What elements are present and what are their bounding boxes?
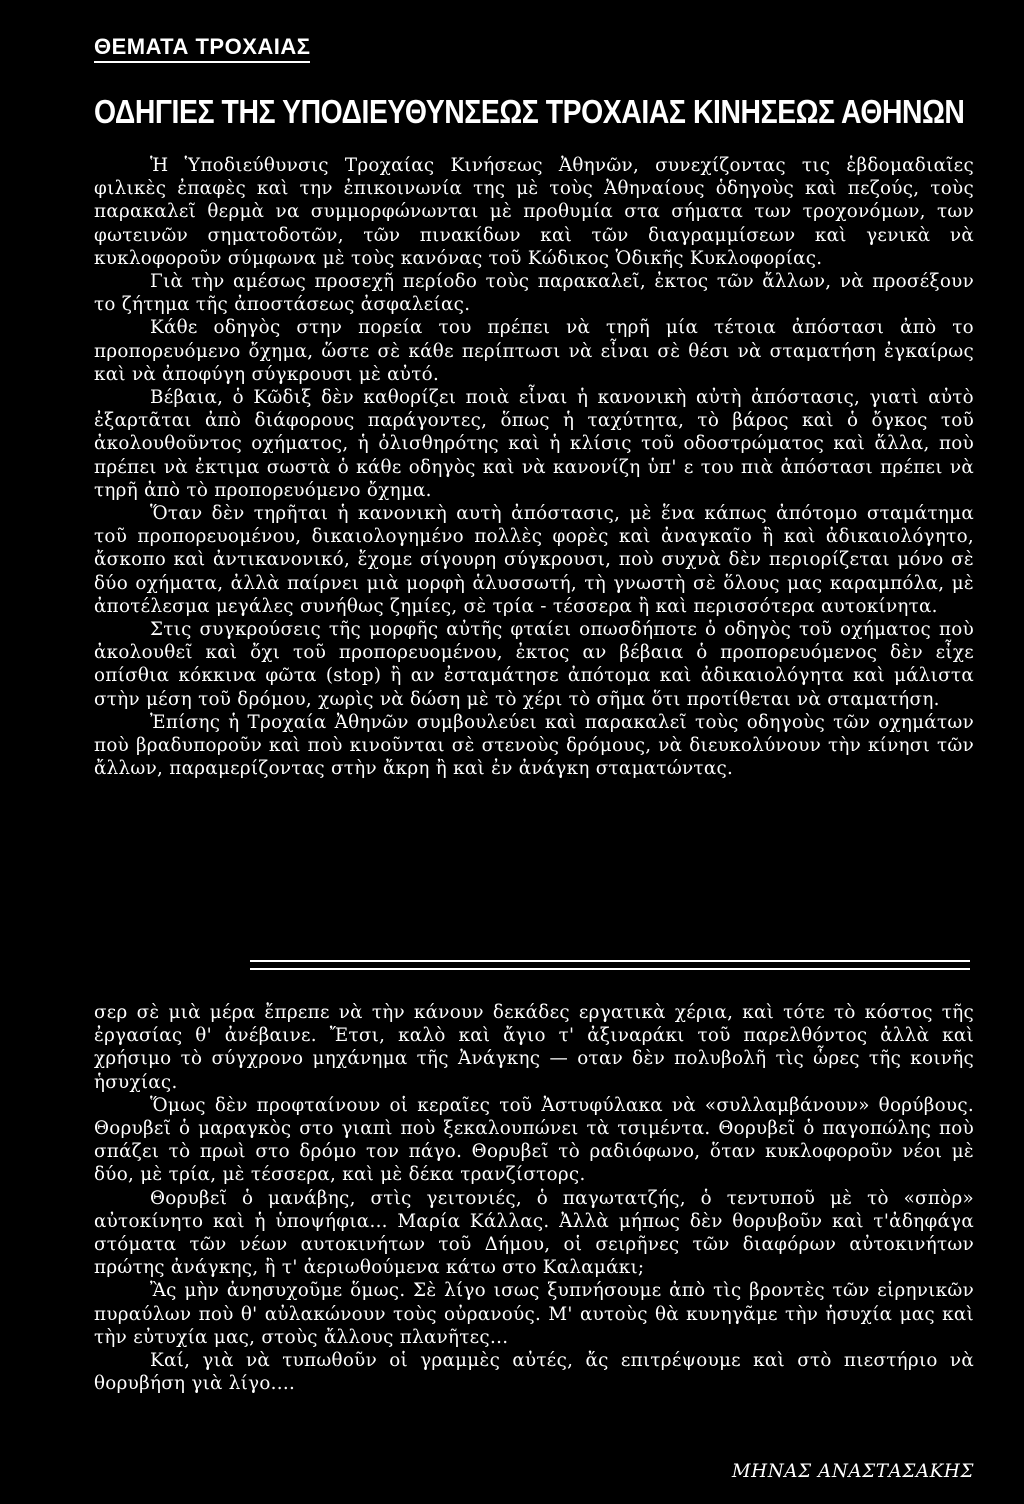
- article-headline: ΟΔΗΓΙΕΣ ΤΗΣ ΥΠΟΔΙΕΥΘΥΝΣΕΩΣ ΤΡΟΧΑΙΑΣ ΚΙΝΗΣΕΩΣ ΑΘΗΝΩΝ: [94, 93, 965, 130]
- divider-rule: [250, 960, 970, 962]
- paragraph: Ὅταν δὲν τηρῆται ἡ κανονικὴ αυτὴ ἀπόστασις, μὲ ἕνα κάπως ἀπότομο σταμάτημα τοῦ προπορευομένου, δικαιολογημένο πολλὲς φορὲς καὶ ἀναγκαῖο ἢ καὶ ἀδικαιολόγητο, ἄσκοπο καὶ ἀντικανονικό, ἔχομε σίγουρη σύγκρουσι, ποὺ συχνὰ δὲν περιορίζεται μόνο σὲ δύο οχήματα, ἀλλὰ παίρνει μιὰ μορφὴ ἁλυσσωτή, τὴ γνωστὴ σὲ ὅλους μας καραμπόλα, μὲ ἀποτέλεσμα μεγάλες συνήθως ζημίες, σὲ τρία - τέσσερα ἢ καὶ περισσότερα αυτοκίνητα.: [94, 503, 974, 617]
- paragraph: Ἡ Ὑποδιεύθυνσις Τροχαίας Κινήσεως Ἀθηνῶν, συνεχίζοντας τις ἑβδομαδιαῖες φιλικὲς ἐπαφὲς καὶ την ἐπικοινωνία της μὲ τοὺς Ἀθηναίους ὁδηγοὺς καὶ πεζούς, τοὺς παρακαλεῖ θερμὰ να συμμορφώνωνται μὲ προθυμία στα σήματα των τροχονόμων, των φωτεινῶν σηματοδοτῶν, τῶν πινακίδων καὶ τῶν διαγραμμίσεων καὶ γενικὰ νὰ κυκλοφοροῦν σύμφωνα μὲ τοὺς κανόνας τοῦ Κώδικος Ὁδικῆς Κυκλοφορίας.: [94, 155, 974, 269]
- paragraph: Γιὰ τὴν αμέσως προσεχῆ περίοδο τοὺς παρακαλεῖ, ἐκτος τῶν ἄλλων, νὰ προσέξουν το ζήτημα τῆς ἀποστάσεως ἀσφαλείας.: [94, 271, 974, 316]
- paragraph: Ὅμως δὲν προφταίνουν οἱ κεραῖες τοῦ Ἀστυφύλακα νὰ «συλλαμβάνουν» θορύβους. Θορυβεῖ ὁ μαραγκὸς στο γιαπὶ ποὺ ξεκαλουπώνει τὰ τσιμέντα. Θορυβεῖ ὁ παγοπώλης ποὺ σπάζει τὸ πρωὶ στο δρόμο τον πάγο. Θορυβεῖ τὸ ραδιόφωνο, ὅταν κυκλοφοροῦν νέοι μὲ δύο, μὲ τρία, μὲ τέσσερα, καὶ μὲ δέκα τρανζίστορς.: [94, 1094, 974, 1186]
- paragraph: Ἐπίσης ἡ Τροχαία Ἀθηνῶν συμβουλεύει καὶ παρακαλεῖ τοὺς οδηγοὺς τῶν οχημάτων ποὺ βραδυποροῦν καὶ ποὺ κινοῦνται σὲ στενοὺς δρόμους, νὰ διευκολύνουν τὴν κίνησι τῶν ἄλλων, παραμερίζοντας στὴν ἄκρη ἢ καὶ ἐν ἀνάγκη σταματώντας.: [94, 711, 974, 780]
- paragraph: Κάθε οδηγὸς στην πορεία του πρέπει νὰ τηρῆ μία τέτοια ἀπόστασι ἀπὸ το προπορευόμενο ὄχημα, ὥστε σὲ κάθε περίπτωσι νὰ εἶναι σὲ θέσι νὰ σταματήση ἐγκαίρως καὶ νὰ ἀποφύγη σύγκρουσι μὲ αὐτό.: [94, 317, 974, 385]
- paragraph: Ἂς μὴν ἀνησυχοῦμε ὅμως. Σὲ λίγο ισως ξυπνήσουμε ἀπὸ τὶς βροντὲς τῶν εἰρηνικῶν πυραύλων ποὺ θ' αὐλακώνουν τοὺς οὐρανούς. Μ' αυτοὺς θὰ κυνηγᾶμε τὴν ἡσυχία μας καὶ τὴν εὐτυχία μας, στοὺς ἄλλους πλανῆτες...: [94, 1280, 974, 1348]
- paragraph: σερ σὲ μιὰ μέρα ἔπρεπε νὰ τὴν κάνουν δεκάδες εργατικὰ χέρια, καὶ τότε τὸ κόστος τῆς ἐργασίας θ' ἀνέβαινε. Ἔτσι, καλὸ καὶ ἄγιο τ' ἀξιναράκι τοῦ παρελθόντος ἀλλὰ καὶ χρήσιμο τὸ σύγχρονο μηχάνημα τῆς Ἀνάγκης — οταν δὲν πολυβολῆ τὶς ὧρες τῆς κοινῆς ἡσυχίας.: [94, 1002, 974, 1093]
- paragraph: Θορυβεῖ ὁ μανάβης, στὶς γειτονιές, ὁ παγωτατζής, ὁ τεντυποῦ μὲ τὸ «σπὸρ» αὐτοκίνητο καὶ ἡ ὑποψήφια... Μαρία Κάλλας. Ἀλλὰ μήπως δὲν θορυβοῦν καὶ τ'ἀδηφάγα στόματα τῶν νέων αυτοκινήτων τοῦ Δήμου, οἱ σειρῆνες τῶν διαφόρων αὐτοκινήτων πρώτης ἀνάγκης, ἢ τ' ἀεριωθούμενα κάτω στο Καλαμάκι;: [94, 1187, 974, 1279]
- author-signature: ΜΗΝΑΣ ΑΝΑΣΤΑΣΑΚΗΣ: [731, 1461, 974, 1482]
- article-traffic-guidelines: [94, 154, 974, 780]
- paragraph: Καί, γιὰ νὰ τυπωθοῦν οἱ γραμμὲς αὐτές, ἄς επιτρέψουμε καὶ στὸ πιεστήριο νὰ θορυβήση γιὰ λίγο....: [94, 1350, 974, 1395]
- paragraph: Στις συγκρούσεις τῆς μορφῆς αὐτῆς φταίει οπωσδήποτε ὁ οδηγὸς τοῦ οχήματος ποὺ ἀκολουθεῖ καὶ ὄχι τοῦ προπορευομένου, ἐκτος αν βέβαια ὁ προπορευόμενος δὲν εἶχε οπίσθια κόκκινα φῶτα (stop) ἢ αν ἐσταμάτησε ἀπότομα καὶ ἀδικαιολόγητα καὶ μάλιστα στὴν μέση τοῦ δρόμου, χωρὶς νὰ δώση μὲ τὸ χέρι τὸ σῆμα ὅτι προτίθεται νὰ σταματήση.: [94, 619, 974, 710]
- paragraph: Βέβαια, ὁ Κῶδιξ δὲν καθορίζει ποιὰ εἶναι ἡ κανονικὴ αὐτὴ ἀπόστασις, γιατὶ αὐτὸ ἐξαρτᾶται ἀπὸ διάφορους παράγοντες, ὅπως ἡ ταχύτητα, τὸ βάρος καὶ ὁ ὄγκος τοῦ ἀκολουθοῦντος οχήματος, ἡ ὀλισθηρότης καὶ ἡ κλίσις τοῦ οδοστρώματος καὶ ἄλλα, ποὺ πρέπει νὰ ἐκτιμα σωστὰ ὁ κάθε οδηγὸς καὶ νὰ κανονίζη ὑπ' ε του πιὰ ἀπόστασι πρέπει νὰ τηρῆ ἀπὸ τὸ προπορευόμενο ὄχημα.: [94, 387, 974, 501]
- article-noise-continuation: [94, 1001, 974, 1395]
- divider-rule: [250, 968, 970, 970]
- section-label: ΘΕΜΑΤΑ ΤΡΟΧΑΙΑΣ: [94, 34, 310, 63]
